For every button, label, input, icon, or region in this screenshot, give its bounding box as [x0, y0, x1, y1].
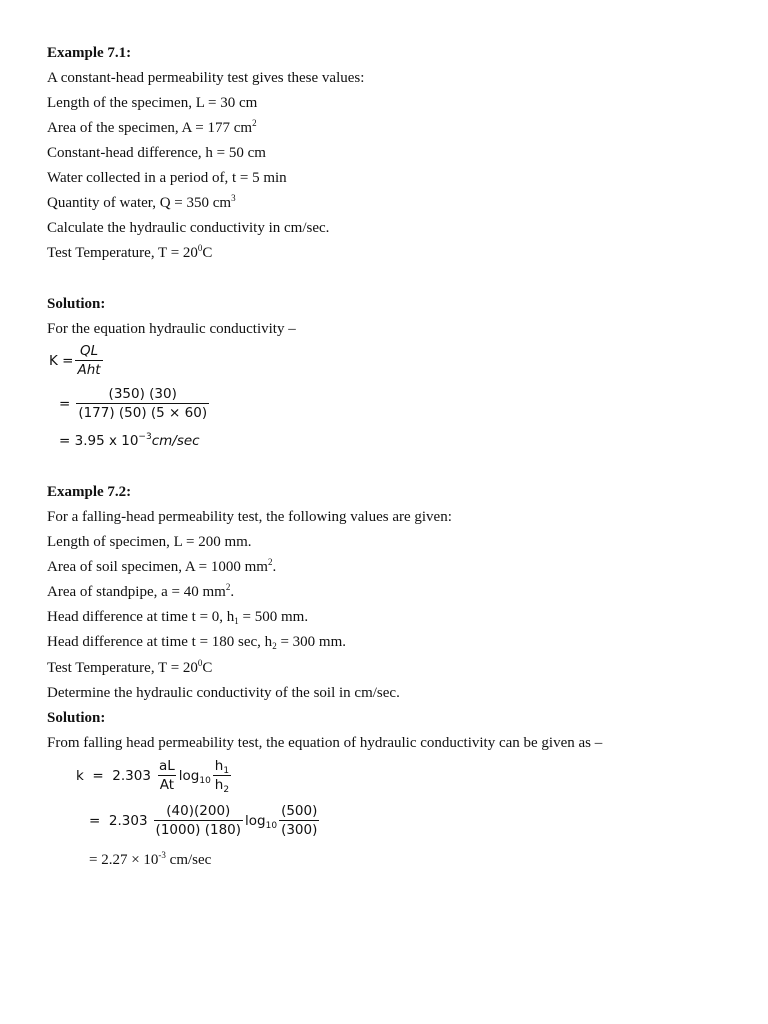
example-7-1-heading: Example 7.1:: [47, 45, 132, 61]
solution-1-substitution: = $\frac{(350) (30)}{(177) (50) (5 \times 60)}$: [59, 386, 208, 421]
example-7-2-h2: Head difference at time t = 180 sec, $h_2 = 300$ mm.: [47, 634, 346, 651]
example-7-1-quantity: Quantity of water, Q = 350 $cm^3$: [47, 193, 236, 211]
example-7-1-area: Area of the specimen, A = 177 $cm^2$: [47, 118, 257, 136]
solution-2-heading: Solution:: [47, 710, 106, 726]
example-7-1-head: Constant-head difference, h = 50 cm: [47, 145, 266, 161]
example-7-2-task: Determine the hydraulic conductivity of the soil in cm/sec.: [47, 685, 400, 701]
example-7-1-temperature: Test Temperature, $T = 20^0C$: [47, 243, 213, 261]
example-7-2-heading: Example 7.2:: [47, 484, 132, 500]
example-7-2-standpipe-area: Area of standpipe, a = 40 $mm^2$.: [47, 582, 235, 600]
example-7-2-temperature: Test Temperature, $T = 20^0C$: [47, 658, 213, 676]
solution-1-formula: K = $\frac{QL}{\text{Aht}}$: [49, 343, 101, 378]
solution-2-substitution: = 2.303 $\frac{(40)(200)}{(1000) (180)}$ $\log_{10}$ $\frac{(500)}{(300)}$: [89, 803, 318, 838]
example-7-1-intro: A constant-head permeability test gives these values:: [47, 70, 365, 86]
solution-1-result: = 3.95 x $10^{-3}cm/\sec$: [59, 432, 200, 449]
solution-2-intro: From falling head permeability test, the equation of hydraulic conductivity can be given as –: [47, 735, 603, 751]
example-7-2-intro: For a falling-head permeability test, the following values are given:: [47, 509, 452, 525]
example-7-1-task: Calculate the hydraulic conductivity in cm/sec.: [47, 220, 330, 236]
example-7-1-length: Length of the specimen, L = 30 cm: [47, 95, 258, 111]
example-7-2-length: Length of specimen, L = 200 mm.: [47, 534, 252, 550]
example-7-1-time: Water collected in a period of, t = 5 min: [47, 170, 287, 186]
solution-2-result: = $2.27 \times 10^{-3}$ cm/sec: [89, 850, 212, 868]
solution-1-heading: Solution:: [47, 296, 106, 312]
example-7-2-h1: Head difference at time t = 0, $h_1 = 500$ mm.: [47, 609, 309, 626]
example-7-2-soil-area: Area of soil specimen, A = 1000 $mm^2$.: [47, 557, 277, 575]
solution-2-formula: k = 2.303 $\frac{aL}{At}$ $\log_{10}$ $\frac{h_1}{h_2}$: [76, 758, 230, 795]
solution-1-intro: For the equation hydraulic conductivity –: [47, 321, 296, 337]
